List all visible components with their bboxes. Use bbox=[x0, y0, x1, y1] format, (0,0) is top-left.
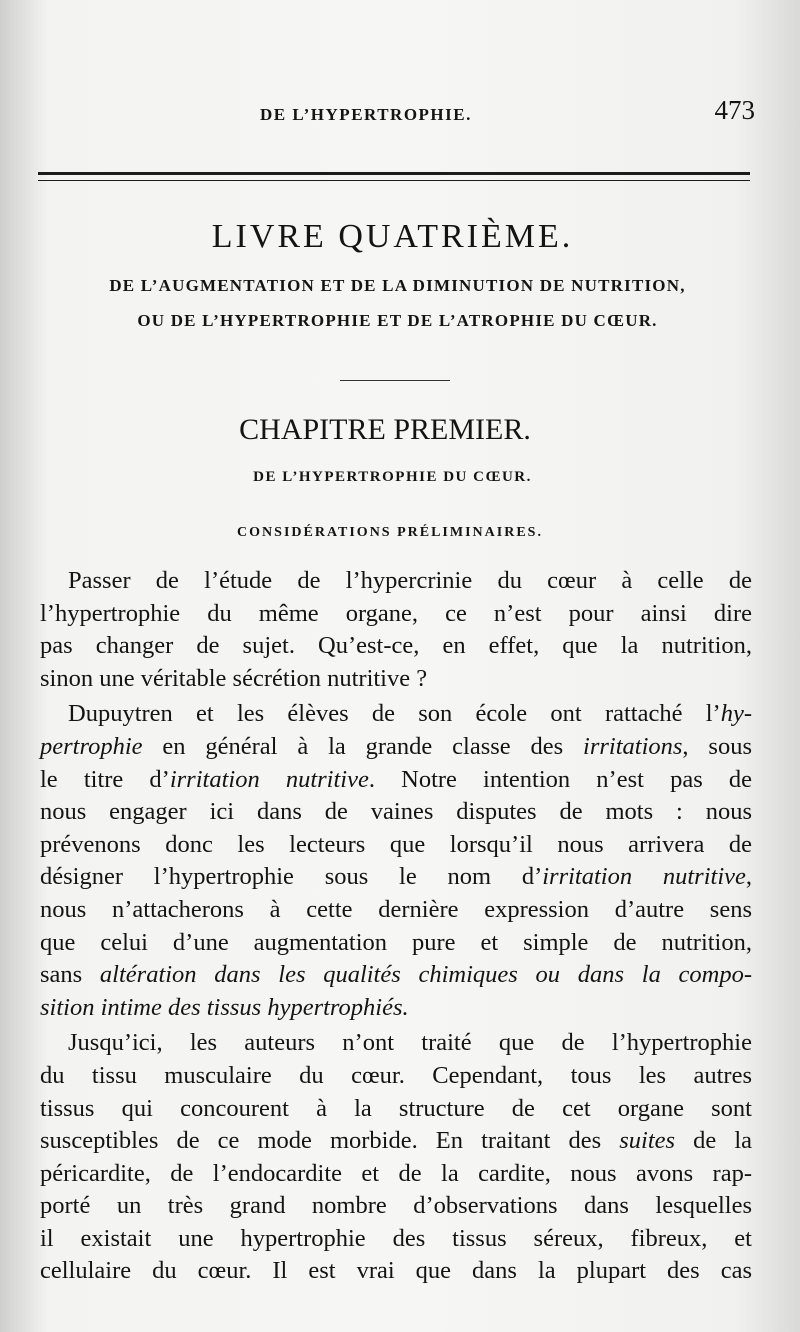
text-run: Dupuytren et les élèves de son école ont rattaché l’ bbox=[68, 700, 721, 728]
text-run: , bbox=[745, 863, 752, 891]
italic-run: altération dans les qualités chimiques ou dans la compo- bbox=[99, 961, 753, 989]
text-run: en général à la grande classe des bbox=[142, 732, 584, 760]
italic-run: irritations bbox=[583, 732, 683, 760]
text-line: l’hypertrophie du même organe, ce n’est pour ainsi dire bbox=[40, 599, 752, 627]
text-line bbox=[40, 1125, 752, 1158]
text-line: sinon une véritable sécrétion nutritive ? bbox=[40, 664, 428, 692]
paragraph-2 bbox=[40, 698, 752, 1024]
page-number: 473 bbox=[714, 95, 755, 125]
body-text bbox=[40, 565, 752, 1288]
text-line: tissus qui concourent à la structure de cet organe sont bbox=[40, 1094, 752, 1122]
chapter-subtitle: DE L’HYPERTROPHIE DU CŒUR. bbox=[253, 469, 532, 485]
text-run: sans bbox=[40, 961, 100, 989]
text-run: désigner l’hypertrophie sous le nom d’ bbox=[40, 863, 543, 891]
text-line: Passer de l’étude de l’hypercrinie du cœur à celle de bbox=[68, 567, 752, 594]
header-rule-thin bbox=[38, 180, 750, 181]
text-line: il existait une hypertrophie des tissus séreux, fibreux, et bbox=[40, 1224, 752, 1252]
italic-run: hy- bbox=[720, 700, 752, 728]
text-line bbox=[40, 764, 752, 797]
running-head: DE L’HYPERTROPHIE. bbox=[260, 105, 472, 124]
italic-run: irritation nutritive bbox=[542, 863, 746, 891]
header-rule-thick bbox=[38, 172, 750, 175]
text-line bbox=[40, 959, 752, 992]
text-line: nous engager ici dans de vaines disputes de mots : nous bbox=[40, 798, 752, 826]
book-title: LIVRE QUATRIÈME. bbox=[211, 218, 574, 255]
text-line: prévenons donc les lecteurs que lorsqu’il nous arrivera de bbox=[40, 830, 752, 858]
italic-run: pertrophie bbox=[40, 732, 143, 760]
page-header bbox=[40, 95, 755, 135]
text-run: susceptibles de ce mode morbide. En traitant des bbox=[40, 1127, 620, 1155]
text-run: , sous bbox=[682, 732, 752, 760]
text-line: cellulaire du cœur. Il est vrai que dans la plupart des cas bbox=[40, 1257, 752, 1285]
text-line: Jusqu’ici, les auteurs n’ont traité que de l’hypertrophie bbox=[68, 1029, 752, 1057]
text-run: le titre d’ bbox=[40, 765, 170, 793]
chapter-title: CHAPITRE PREMIER. bbox=[239, 413, 531, 446]
text-run: . Notre intention n’est pas de bbox=[368, 765, 752, 793]
text-line: porté un très grand nombre d’observations dans lesquelles bbox=[40, 1192, 752, 1220]
section-divider bbox=[340, 380, 450, 381]
paragraph-1 bbox=[40, 565, 752, 695]
text-line: du tissu musculaire du cœur. Cependant, tous les autres bbox=[40, 1061, 752, 1089]
text-line bbox=[40, 698, 752, 731]
section-title: CONSIDÉRATIONS PRÉLIMINAIRES. bbox=[237, 525, 543, 540]
paragraph-3 bbox=[40, 1027, 752, 1288]
text-line: pas changer de sujet. Qu’est-ce, en effet, que la nutrition, bbox=[40, 632, 752, 660]
italic-run: irritation nutritive bbox=[169, 765, 369, 793]
book-subtitle-line-1: DE L’AUGMENTATION ET DE LA DIMINUTION DE NUTRITION, bbox=[109, 276, 686, 295]
text-line: que celui d’une augmentation pure et simple de nutrition, bbox=[40, 928, 752, 956]
book-subtitle-line-2: OU DE L’HYPERTROPHIE ET DE L’ATROPHIE DU CŒUR. bbox=[137, 311, 658, 330]
text-line bbox=[40, 731, 752, 764]
italic-run: suites bbox=[619, 1127, 676, 1155]
text-line bbox=[40, 992, 752, 1025]
italic-run: sition intime des tissus hypertrophiés. bbox=[40, 993, 409, 1021]
text-run: de la bbox=[675, 1127, 752, 1155]
text-line bbox=[40, 861, 752, 894]
text-line: péricardite, de l’endocardite et de la cardite, nous avons rap- bbox=[40, 1159, 752, 1187]
text-line: nous n’attacherons à cette dernière expression d’autre sens bbox=[40, 895, 752, 923]
